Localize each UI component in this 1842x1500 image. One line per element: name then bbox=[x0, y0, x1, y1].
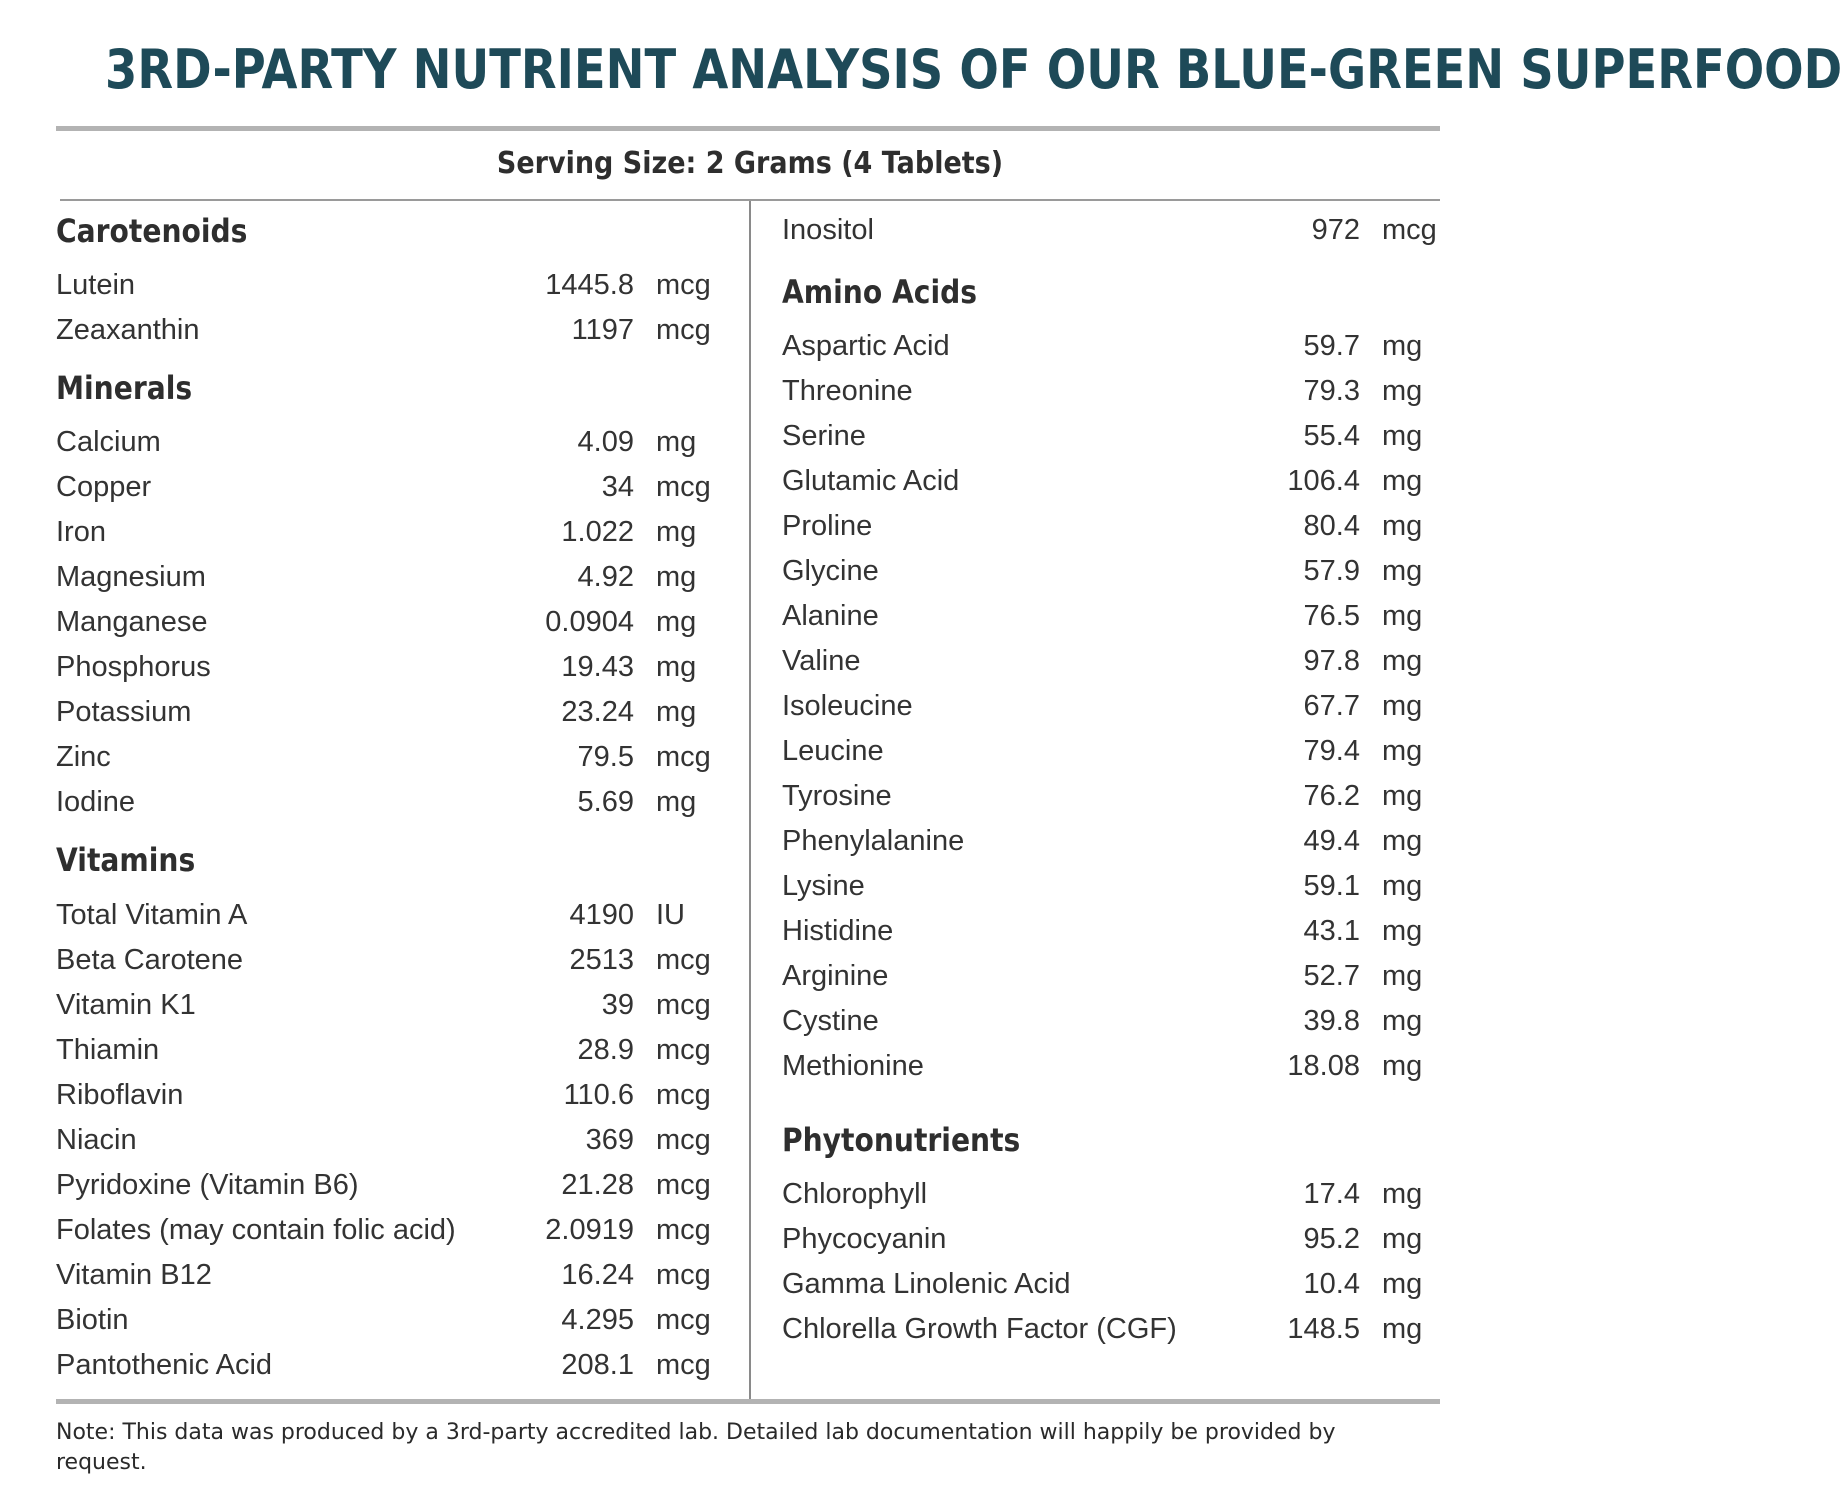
nutrient-row bbox=[56, 269, 716, 309]
section-heading-amino-acids: Amino Acids bbox=[782, 273, 978, 311]
nutrient-unit: mg bbox=[1382, 735, 1423, 767]
nutrient-unit: mg bbox=[1382, 780, 1423, 812]
nutrient-row bbox=[782, 825, 1442, 865]
nutrient-value: 67.7 bbox=[1303, 690, 1360, 722]
nutrient-value: 80.4 bbox=[1303, 510, 1360, 542]
nutrient-unit: mg bbox=[1382, 645, 1423, 677]
nutrient-value: 4190 bbox=[569, 899, 634, 931]
nutrient-name: Gamma Linolenic Acid bbox=[782, 1268, 1071, 1300]
nutrient-row bbox=[56, 1124, 716, 1164]
nutrient-row bbox=[782, 1313, 1442, 1353]
nutrient-name: Lutein bbox=[56, 269, 136, 301]
nutrient-name: Proline bbox=[782, 510, 873, 542]
nutrient-unit: IU bbox=[656, 899, 685, 931]
nutrient-name: Serine bbox=[782, 420, 866, 452]
nutrient-row bbox=[782, 915, 1442, 955]
nutrient-value: 97.8 bbox=[1303, 645, 1360, 677]
nutrient-row bbox=[56, 471, 716, 511]
nutrient-name: Thiamin bbox=[56, 1034, 160, 1066]
nutrient-value: 369 bbox=[585, 1124, 634, 1156]
nutrient-unit: mg bbox=[1382, 1050, 1423, 1082]
nutrient-unit: mg bbox=[1382, 690, 1423, 722]
nutrient-name: Valine bbox=[782, 645, 861, 677]
nutrient-value: 10.4 bbox=[1303, 1268, 1360, 1300]
nutrient-row bbox=[56, 1349, 716, 1389]
nutrient-name: Zeaxanthin bbox=[56, 314, 200, 346]
nutrient-value: 23.24 bbox=[561, 696, 634, 728]
nutrient-row bbox=[782, 465, 1442, 505]
nutrient-unit: mg bbox=[1382, 600, 1423, 632]
nutrient-name: Threonine bbox=[782, 375, 913, 407]
nutrient-name: Phosphorus bbox=[56, 651, 211, 683]
nutrient-value: 95.2 bbox=[1303, 1223, 1360, 1255]
nutrient-unit: mg bbox=[656, 651, 697, 683]
nutrient-row bbox=[782, 555, 1442, 595]
nutrient-row bbox=[56, 516, 716, 556]
nutrient-row bbox=[56, 1304, 716, 1344]
nutrient-value: 4.92 bbox=[577, 561, 634, 593]
nutrient-name: Leucine bbox=[782, 735, 884, 767]
nutrient-value: 55.4 bbox=[1303, 420, 1360, 452]
nutrient-value: 148.5 bbox=[1287, 1313, 1360, 1345]
nutrient-name: Copper bbox=[56, 471, 152, 503]
nutrient-unit: mcg bbox=[656, 314, 711, 346]
nutrient-unit: mg bbox=[1382, 1178, 1423, 1210]
nutrient-name: Inositol bbox=[782, 214, 874, 246]
nutrient-row bbox=[782, 510, 1442, 550]
nutrient-row bbox=[782, 1005, 1442, 1045]
nutrient-value: 52.7 bbox=[1303, 960, 1360, 992]
nutrient-unit: mg bbox=[1382, 1268, 1423, 1300]
nutrient-unit: mg bbox=[1382, 1313, 1423, 1345]
nutrient-unit: mg bbox=[1382, 465, 1423, 497]
nutrient-value: 39 bbox=[601, 989, 634, 1021]
nutrient-value: 1197 bbox=[571, 314, 634, 346]
nutrient-value: 5.69 bbox=[577, 786, 634, 818]
nutrient-unit: mg bbox=[656, 561, 697, 593]
nutrient-value: 43.1 bbox=[1303, 915, 1360, 947]
nutrient-name: Histidine bbox=[782, 915, 894, 947]
nutrient-value: 28.9 bbox=[577, 1034, 634, 1066]
nutrient-row bbox=[56, 989, 716, 1029]
nutrient-value: 4.295 bbox=[561, 1304, 634, 1336]
nutrient-name: Magnesium bbox=[56, 561, 206, 593]
nutrient-row bbox=[782, 690, 1442, 730]
nutrient-row bbox=[56, 561, 716, 601]
nutrient-value: 1445.8 bbox=[545, 269, 634, 301]
nutrient-name: Chlorella Growth Factor (CGF) bbox=[782, 1313, 1177, 1345]
nutrient-row bbox=[56, 314, 716, 354]
nutrient-row bbox=[56, 651, 716, 691]
nutrient-unit: mcg bbox=[656, 1079, 711, 1111]
nutrient-name: Iron bbox=[56, 516, 106, 548]
nutrient-name: Cystine bbox=[782, 1005, 879, 1037]
nutrient-unit: mg bbox=[656, 786, 697, 818]
nutrient-name: Manganese bbox=[56, 606, 208, 638]
nutrient-row bbox=[782, 1178, 1442, 1218]
nutrient-name: Glycine bbox=[782, 555, 879, 587]
nutrient-value: 18.08 bbox=[1287, 1050, 1360, 1082]
nutrient-value: 2.0919 bbox=[545, 1214, 634, 1246]
nutrient-name: Total Vitamin A bbox=[56, 899, 248, 931]
nutrient-value: 106.4 bbox=[1287, 465, 1360, 497]
nutrient-unit: mcg bbox=[656, 1124, 711, 1156]
nutrient-unit: mg bbox=[1382, 330, 1423, 362]
nutrient-name: Phycocyanin bbox=[782, 1223, 947, 1255]
top-divider bbox=[56, 126, 1440, 131]
nutrient-unit: mg bbox=[1382, 1005, 1423, 1037]
nutrient-row bbox=[782, 870, 1442, 910]
nutrient-name: Niacin bbox=[56, 1124, 137, 1156]
nutrient-name: Calcium bbox=[56, 426, 161, 458]
nutrient-row bbox=[782, 1268, 1442, 1308]
nutrient-row bbox=[56, 1034, 716, 1074]
nutrient-unit: mcg bbox=[656, 269, 711, 301]
nutrient-unit: mg bbox=[656, 606, 697, 638]
nutrient-unit: mg bbox=[1382, 555, 1423, 587]
nutrient-unit: mg bbox=[1382, 915, 1423, 947]
nutrient-row-inositol bbox=[782, 214, 1442, 254]
nutrient-row bbox=[782, 780, 1442, 820]
nutrient-name: Aspartic Acid bbox=[782, 330, 950, 362]
nutrient-row bbox=[782, 645, 1442, 685]
nutrient-unit: mg bbox=[1382, 510, 1423, 542]
nutrient-row bbox=[782, 960, 1442, 1000]
nutrient-name: Methionine bbox=[782, 1050, 924, 1082]
nutrient-name: Glutamic Acid bbox=[782, 465, 960, 497]
nutrient-name: Zinc bbox=[56, 741, 111, 773]
nutrient-value: 19.43 bbox=[561, 651, 634, 683]
nutrient-unit: mcg bbox=[656, 1349, 711, 1381]
nutrient-row bbox=[56, 1169, 716, 1209]
nutrient-row bbox=[56, 1079, 716, 1119]
nutrient-row bbox=[56, 741, 716, 781]
nutrient-unit: mcg bbox=[656, 1034, 711, 1066]
nutrient-row bbox=[782, 420, 1442, 460]
nutrient-unit: mg bbox=[1382, 825, 1423, 857]
nutrient-value: 76.5 bbox=[1303, 600, 1360, 632]
nutrient-value: 76.2 bbox=[1303, 780, 1360, 812]
nutrient-unit: mg bbox=[656, 696, 697, 728]
nutrient-row bbox=[782, 1050, 1442, 1090]
nutrient-row bbox=[782, 330, 1442, 370]
nutrient-name: Pantothenic Acid bbox=[56, 1349, 273, 1381]
nutrient-value: 57.9 bbox=[1303, 555, 1360, 587]
nutrient-unit: mg bbox=[1382, 420, 1423, 452]
nutrient-unit: mcg bbox=[656, 1214, 711, 1246]
nutrient-unit: mg bbox=[656, 426, 697, 458]
nutrient-unit: mcg bbox=[656, 1259, 711, 1291]
nutrient-row bbox=[56, 606, 716, 646]
nutrient-value: 79.4 bbox=[1303, 735, 1360, 767]
nutrient-value: 1.022 bbox=[561, 516, 634, 548]
nutrient-unit: mcg bbox=[656, 989, 711, 1021]
footnote: Note: This data was produced by a 3rd-party accredited lab. Detailed lab documentation will happily be provided by request. bbox=[56, 1420, 1336, 1475]
nutrient-name: Vitamin B12 bbox=[56, 1259, 212, 1291]
nutrient-name: Potassium bbox=[56, 696, 192, 728]
nutrient-value: 972 bbox=[1311, 214, 1360, 246]
nutrient-name: Beta Carotene bbox=[56, 944, 244, 976]
section-heading-minerals: Minerals bbox=[56, 369, 193, 407]
nutrient-row bbox=[782, 1223, 1442, 1263]
nutrient-row bbox=[782, 375, 1442, 415]
nutrient-value: 21.28 bbox=[561, 1169, 634, 1201]
nutrient-value: 59.1 bbox=[1303, 870, 1360, 902]
nutrient-name: Iodine bbox=[56, 786, 136, 818]
nutrient-unit: mcg bbox=[656, 944, 711, 976]
nutrient-row bbox=[56, 1259, 716, 1299]
nutrient-value: 4.09 bbox=[577, 426, 634, 458]
nutrient-name: Biotin bbox=[56, 1304, 129, 1336]
nutrient-name: Pyridoxine (Vitamin B6) bbox=[56, 1169, 359, 1201]
nutrient-unit: mcg bbox=[656, 471, 711, 503]
section-heading-vitamins: Vitamins bbox=[56, 841, 196, 879]
nutrient-name: Lysine bbox=[782, 870, 865, 902]
nutrient-row bbox=[56, 899, 716, 939]
nutrient-unit: mcg bbox=[656, 1304, 711, 1336]
nutrient-value: 0.0904 bbox=[545, 606, 634, 638]
column-divider bbox=[749, 201, 751, 1400]
nutrient-row bbox=[56, 1214, 716, 1254]
nutrient-value: 208.1 bbox=[561, 1349, 634, 1381]
nutrient-value: 110.6 bbox=[563, 1079, 634, 1111]
nutrient-value: 79.5 bbox=[577, 741, 634, 773]
nutrient-value: 16.24 bbox=[561, 1259, 634, 1291]
nutrient-value: 49.4 bbox=[1303, 825, 1360, 857]
nutrient-unit: mg bbox=[1382, 870, 1423, 902]
section-heading-phytonutrients: Phytonutrients bbox=[782, 1121, 1021, 1159]
nutrient-name: Vitamin K1 bbox=[56, 989, 196, 1021]
nutrient-row bbox=[782, 735, 1442, 775]
nutrient-name: Arginine bbox=[782, 960, 889, 992]
nutrient-name: Alanine bbox=[782, 600, 879, 632]
nutrient-unit: mg bbox=[656, 516, 697, 548]
nutrient-value: 2513 bbox=[569, 944, 634, 976]
nutrient-name: Folates (may contain folic acid) bbox=[56, 1214, 456, 1246]
bottom-divider bbox=[56, 1399, 1440, 1404]
nutrient-unit: mcg bbox=[1382, 214, 1437, 246]
nutrient-value: 34 bbox=[601, 471, 634, 503]
page-title: 3RD-PARTY NUTRIENT ANALYSIS OF OUR BLUE-GREEN SUPERFOOD bbox=[105, 38, 1842, 101]
nutrient-unit: mg bbox=[1382, 1223, 1423, 1255]
nutrient-value: 39.8 bbox=[1303, 1005, 1360, 1037]
nutrient-row bbox=[56, 944, 716, 984]
nutrient-row bbox=[56, 426, 716, 466]
nutrient-value: 17.4 bbox=[1303, 1178, 1360, 1210]
nutrient-value: 59.7 bbox=[1303, 330, 1360, 362]
nutrient-name: Riboflavin bbox=[56, 1079, 184, 1111]
nutrient-name: Chlorophyll bbox=[782, 1178, 928, 1210]
nutrient-name: Phenylalanine bbox=[782, 825, 965, 857]
serving-size: Serving Size: 2 Grams (4 Tablets) bbox=[496, 146, 1004, 181]
nutrient-name: Tyrosine bbox=[782, 780, 892, 812]
nutrient-value: 79.3 bbox=[1303, 375, 1360, 407]
nutrient-unit: mg bbox=[1382, 960, 1423, 992]
nutrient-unit: mcg bbox=[656, 741, 711, 773]
nutrient-unit: mg bbox=[1382, 375, 1423, 407]
nutrient-row bbox=[56, 696, 716, 736]
nutrient-unit: mcg bbox=[656, 1169, 711, 1201]
nutrient-row bbox=[56, 786, 716, 826]
nutrient-name: Isoleucine bbox=[782, 690, 913, 722]
nutrient-row bbox=[782, 600, 1442, 640]
section-heading-carotenoids: Carotenoids bbox=[56, 212, 248, 250]
